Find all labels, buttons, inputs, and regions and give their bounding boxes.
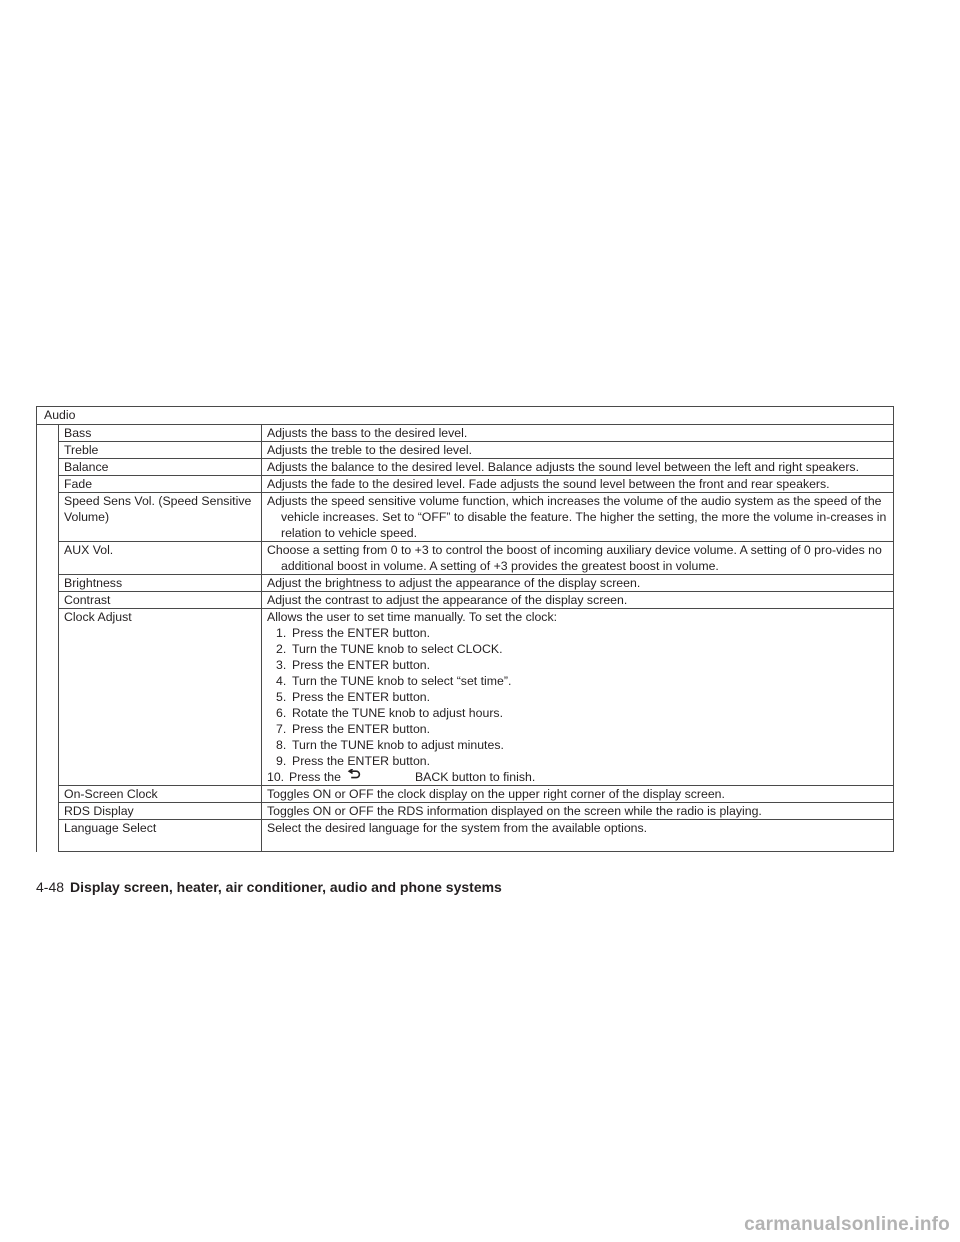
setting-name: Bass (59, 425, 262, 442)
setting-name: Language Select (59, 820, 262, 852)
setting-description: Adjusts the bass to the desired level. (262, 425, 894, 442)
setting-description: Adjusts the fade to the desired level. Fade adjusts the sound level between the front and rear speakers. (262, 476, 894, 493)
setting-name: Contrast (59, 592, 262, 609)
setting-description-text: Adjusts the speed sensitive volume function, which increases the volume of the audio system as the speed of the vehicle increases. Set to “OFF” to disable the feature. The higher the setting, the more the volume in-creases in relation to vehicle speed. (267, 494, 887, 540)
list-item (276, 737, 889, 753)
table-row (37, 609, 894, 786)
step-text: Press the ENTER button. (292, 722, 431, 736)
table-row (37, 803, 894, 820)
step-number: 7. (276, 722, 287, 736)
setting-description: Adjusts the treble to the desired level. (262, 442, 894, 459)
table-group-row (37, 407, 894, 425)
table-row (37, 575, 894, 592)
step-number: 9. (276, 754, 287, 768)
table-row (37, 542, 894, 575)
page-number: 4-48 (36, 879, 65, 895)
list-item (267, 769, 889, 785)
watermark: carmanualsonline.info (744, 1214, 950, 1235)
setting-description (262, 493, 894, 542)
step-text: Rotate the TUNE knob to adjust hours. (292, 706, 503, 720)
step-number: 2. (276, 642, 287, 656)
audio-settings-table (36, 406, 894, 852)
step-number: 4. (276, 674, 287, 688)
group-heading: Audio (37, 407, 894, 425)
list-item (276, 689, 889, 705)
setting-description (262, 542, 894, 575)
table-row (37, 493, 894, 542)
setting-name: AUX Vol. (59, 542, 262, 575)
clock-steps-list (267, 625, 889, 785)
step-text-after: BACK button to finish. (414, 770, 536, 784)
step-text: Press the ENTER button. (292, 690, 431, 704)
setting-name: Brightness (59, 575, 262, 592)
step-text: Press the ENTER button. (292, 658, 431, 672)
setting-description: Select the desired language for the system from the available options. (262, 820, 894, 852)
clock-intro: Allows the user to set time manually. To set the clock: (267, 610, 558, 624)
setting-name: On-Screen Clock (59, 786, 262, 803)
setting-description: Toggles ON or OFF the RDS information displayed on the screen while the radio is playing. (262, 803, 894, 820)
setting-description (262, 609, 894, 786)
setting-description: Adjusts the balance to the desired level. Balance adjusts the sound level between the left and right speakers. (262, 459, 894, 476)
step-text-before: Press the (289, 770, 341, 784)
setting-name: Treble (59, 442, 262, 459)
step-text: Press the ENTER button. (292, 626, 431, 640)
setting-description-text: Choose a setting from 0 to +3 to control the boost of incoming auxiliary device volume. A setting of 0 pro-vides no additional boost in volume. A setting of +3 provides the greatest boost in volume. (267, 543, 882, 573)
list-item (276, 625, 889, 641)
step-text: Press the ENTER button. (292, 754, 431, 768)
list-item (276, 721, 889, 737)
step-number: 3. (276, 658, 287, 672)
table-row (37, 425, 894, 442)
setting-name: Clock Adjust (59, 609, 262, 786)
setting-name: Fade (59, 476, 262, 493)
step-number: 6. (276, 706, 287, 720)
page-footer (36, 878, 502, 896)
step-text: Turn the TUNE knob to select “set time”. (292, 674, 512, 688)
back-arrow-icon (345, 769, 415, 783)
table-row (37, 820, 894, 852)
list-item (276, 705, 889, 721)
setting-name: Balance (59, 459, 262, 476)
table-row (37, 592, 894, 609)
list-item (276, 657, 889, 673)
step-number: 8. (276, 738, 287, 752)
table-row (37, 442, 894, 459)
step-number: 1. (276, 626, 287, 640)
step-text: Turn the TUNE knob to adjust minutes. (292, 738, 504, 752)
list-item (276, 641, 889, 657)
table-row (37, 786, 894, 803)
setting-name: RDS Display (59, 803, 262, 820)
indent-cell (37, 425, 59, 852)
setting-description: Toggles ON or OFF the clock display on the upper right corner of the display screen. (262, 786, 894, 803)
setting-name: Speed Sens Vol. (Speed Sensitive Volume) (59, 493, 262, 542)
step-text: Turn the TUNE knob to select CLOCK. (292, 642, 503, 656)
list-item (276, 673, 889, 689)
step-number: 5. (276, 690, 287, 704)
setting-description: Adjust the contrast to adjust the appearance of the display screen. (262, 592, 894, 609)
step-number: 10. (267, 770, 285, 784)
section-title: Display screen, heater, air conditioner, audio and phone systems (70, 879, 502, 895)
table-row (37, 476, 894, 493)
setting-description: Adjust the brightness to adjust the appearance of the display screen. (262, 575, 894, 592)
table-row (37, 459, 894, 476)
list-item (276, 753, 889, 769)
